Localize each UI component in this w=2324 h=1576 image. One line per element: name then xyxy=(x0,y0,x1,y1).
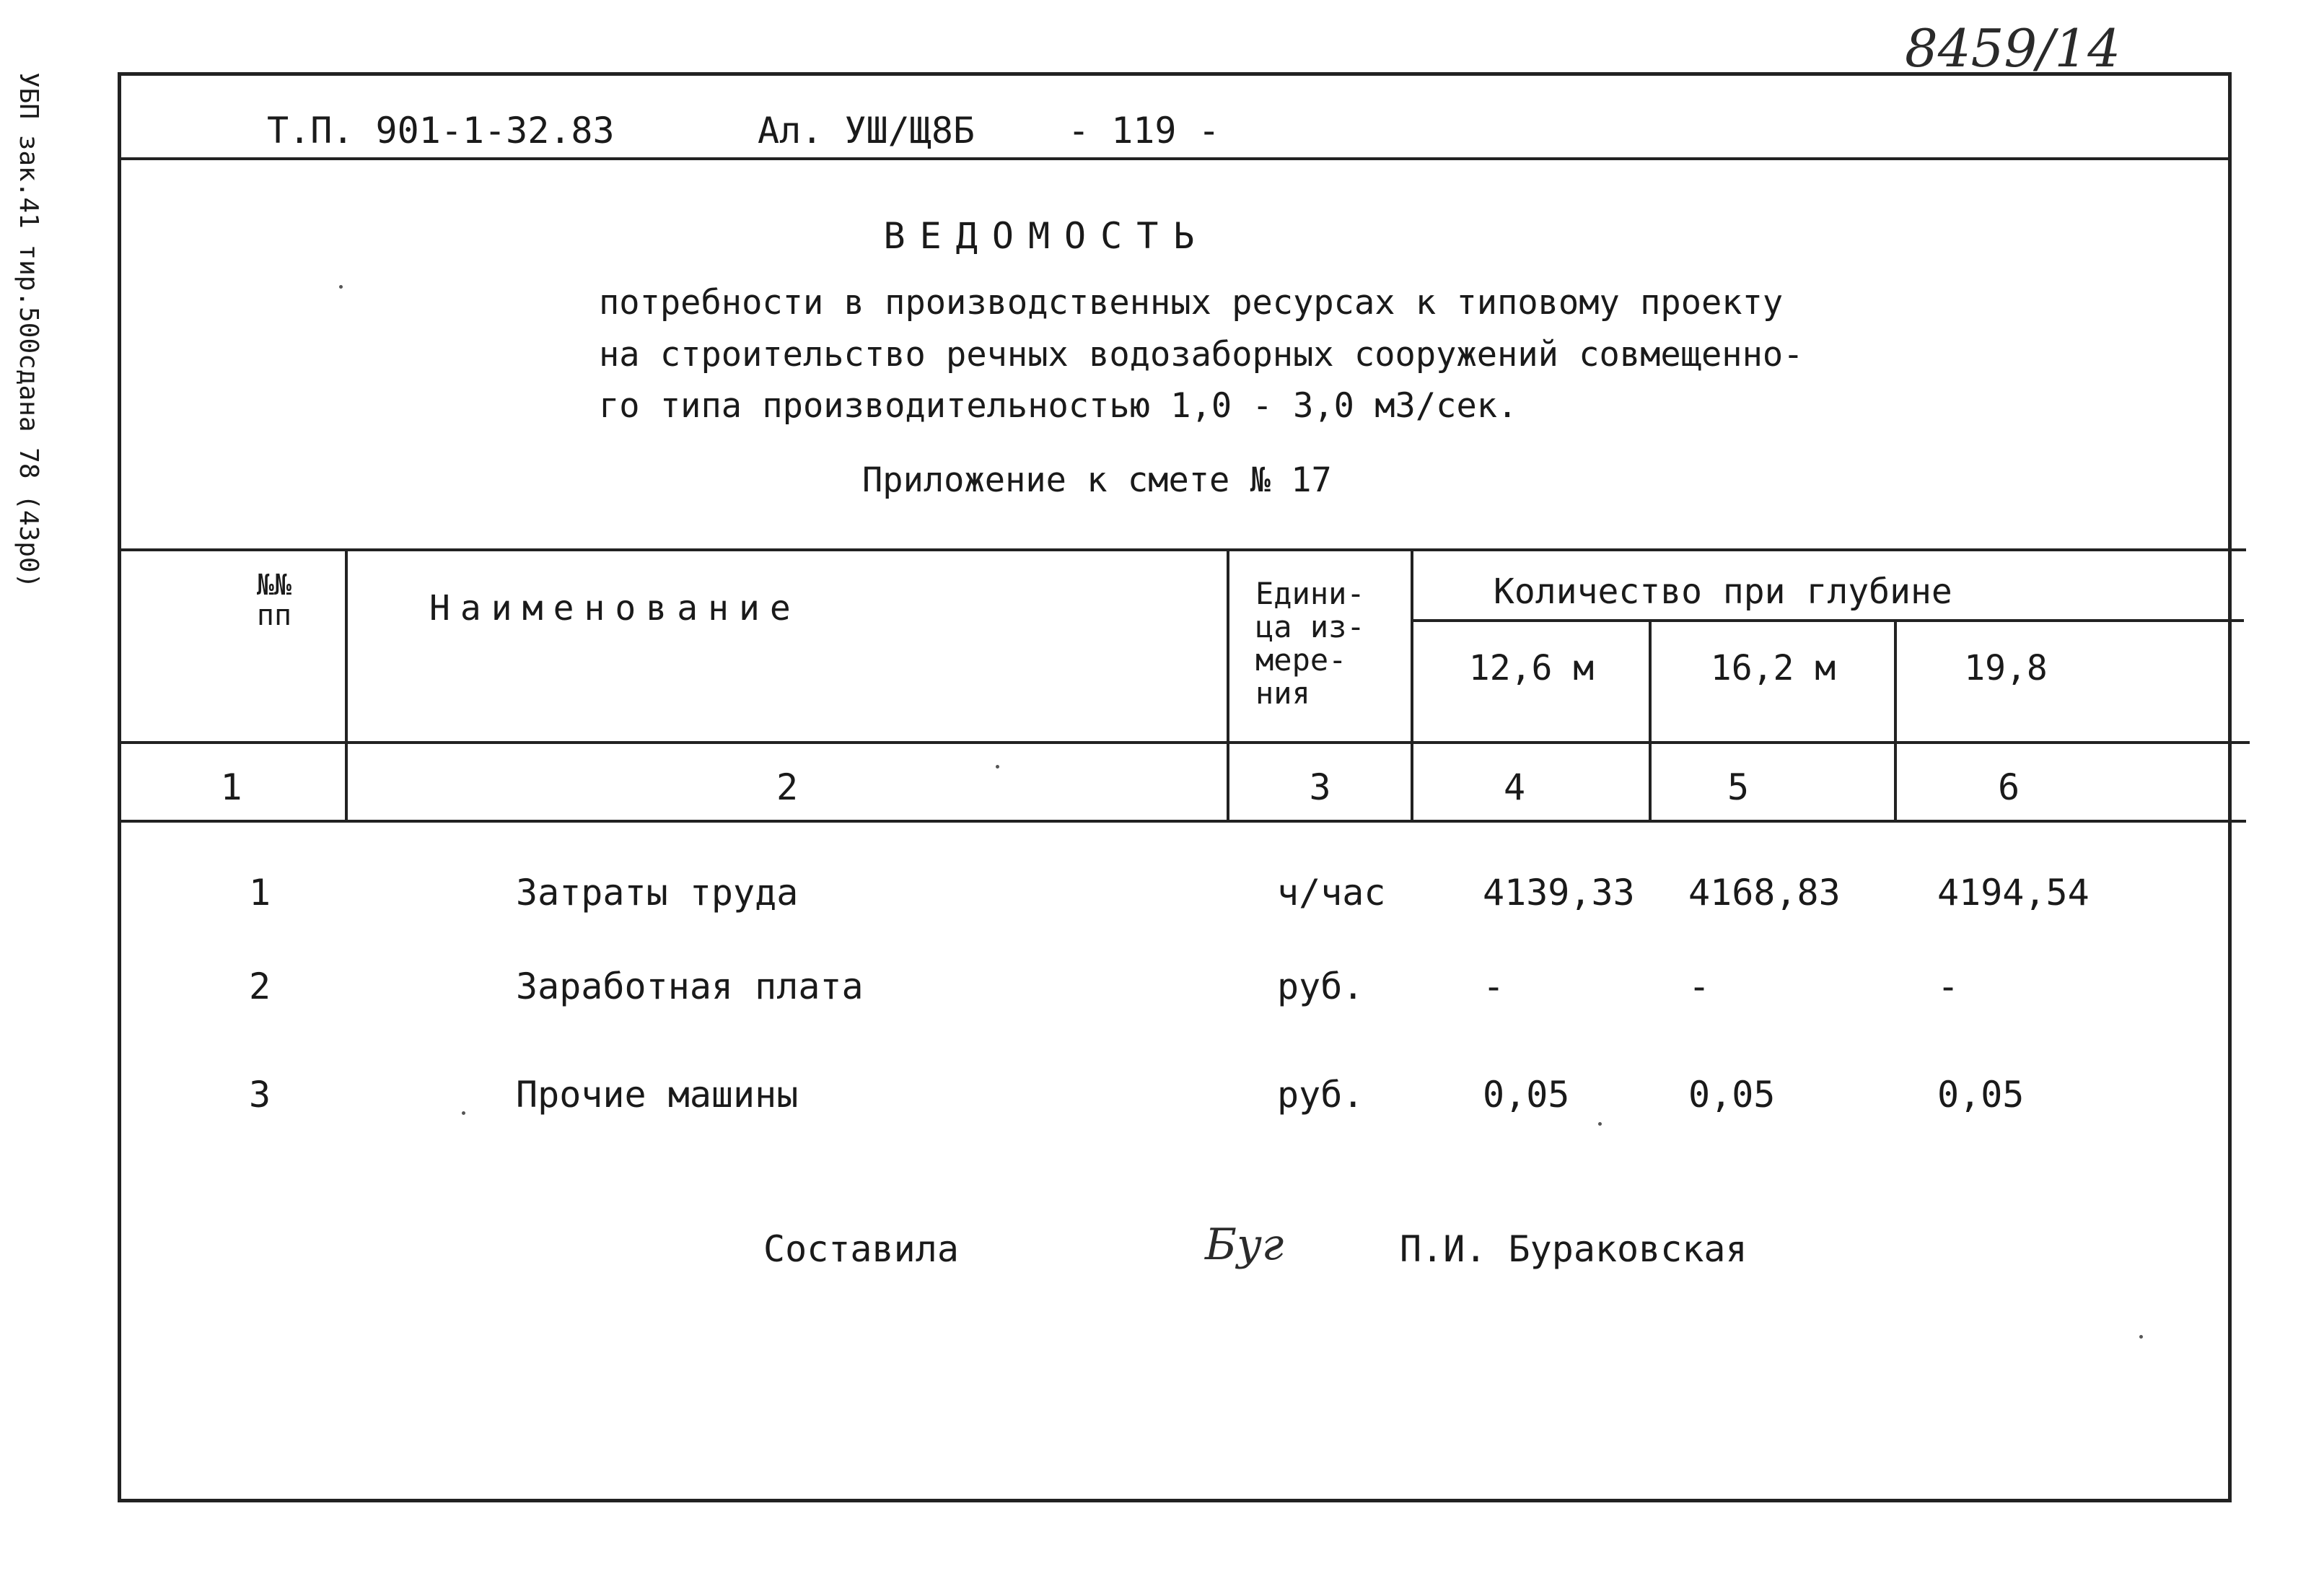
subtitle-line-2: на строительство речных водозаборных сооружений совмещенно- xyxy=(599,335,1804,375)
row-value-depth-1: - xyxy=(1483,966,1505,1007)
signature: Буг xyxy=(1205,1220,1284,1270)
scan-speck xyxy=(996,765,999,769)
page-number: - 119 - xyxy=(1068,110,1220,152)
row-value-depth-2: 4168,83 xyxy=(1688,872,1841,914)
row-number: 1 xyxy=(248,872,271,914)
row-unit: ч/час xyxy=(1277,872,1386,914)
colnum-1: 1 xyxy=(220,766,242,808)
row-unit: руб. xyxy=(1277,1074,1364,1116)
row-value-depth-1: 4139,33 xyxy=(1483,872,1635,914)
document-title: ВЕДОМОСТЬ xyxy=(883,215,1209,257)
header-unit: Едини- ца из- мере- ния xyxy=(1255,576,1365,711)
row-unit: руб. xyxy=(1277,966,1364,1007)
row-name: Заработная плата xyxy=(516,966,864,1007)
colnum-5: 5 xyxy=(1727,766,1750,808)
scan-speck xyxy=(339,285,343,289)
row-value-depth-3: - xyxy=(1937,966,1960,1007)
header-rule xyxy=(118,157,2232,160)
quantity-subheader-rule xyxy=(1411,619,2244,622)
header-depth-1: 12,6 м xyxy=(1468,648,1595,688)
appendix-label: Приложение к смете № 17 xyxy=(862,460,1332,500)
subtitle-line-1: потребности в производственных ресурсах к типовому проекту xyxy=(599,283,1784,323)
row-value-depth-3: 4194,54 xyxy=(1937,872,2090,914)
row-value-depth-1: 0,05 xyxy=(1483,1074,1570,1116)
row-value-depth-2: - xyxy=(1688,966,1711,1007)
header-quantity-group: Количество при глубине xyxy=(1494,572,1952,612)
header-name: Наименование xyxy=(429,588,801,629)
compiler-name: П.И. Бураковская xyxy=(1400,1228,1748,1270)
colnum-bottom-rule xyxy=(118,820,2246,823)
row-value-depth-3: 0,05 xyxy=(1937,1074,2025,1116)
row-number: 3 xyxy=(248,1074,271,1116)
header-depth-3: 19,8 xyxy=(1964,648,2048,688)
side-note xyxy=(14,72,94,592)
header-bottom-rule xyxy=(118,741,2250,744)
colnum-2: 2 xyxy=(776,766,799,808)
colnum-6: 6 xyxy=(1997,766,2020,808)
album-code: Ал. УШ/Щ8Б xyxy=(758,110,975,152)
subtitle-line-3: го типа производительностью 1,0 - 3,0 м3/сек. xyxy=(599,386,1518,426)
archive-stamp: 8459/14 xyxy=(1905,18,2121,79)
scan-speck xyxy=(462,1111,465,1115)
row-number: 2 xyxy=(248,966,271,1007)
row-name: Затраты труда xyxy=(516,872,799,914)
compiled-by-label: Составила xyxy=(763,1228,959,1270)
row-name: Прочие машины xyxy=(516,1074,799,1116)
side-note-text: УБП зак.41 тир.500сдана 78 (43р0) xyxy=(14,72,43,589)
project-code: Т.П. 901-1-32.83 xyxy=(267,110,615,152)
header-depth-2: 16,2 м xyxy=(1710,648,1836,688)
colnum-4: 4 xyxy=(1503,766,1526,808)
header-num: №№ пп xyxy=(256,569,292,632)
row-value-depth-2: 0,05 xyxy=(1688,1074,1776,1116)
scan-speck xyxy=(1598,1122,1602,1126)
table-top-rule xyxy=(118,548,2246,551)
colnum-3: 3 xyxy=(1309,766,1331,808)
scan-speck xyxy=(2139,1335,2143,1339)
